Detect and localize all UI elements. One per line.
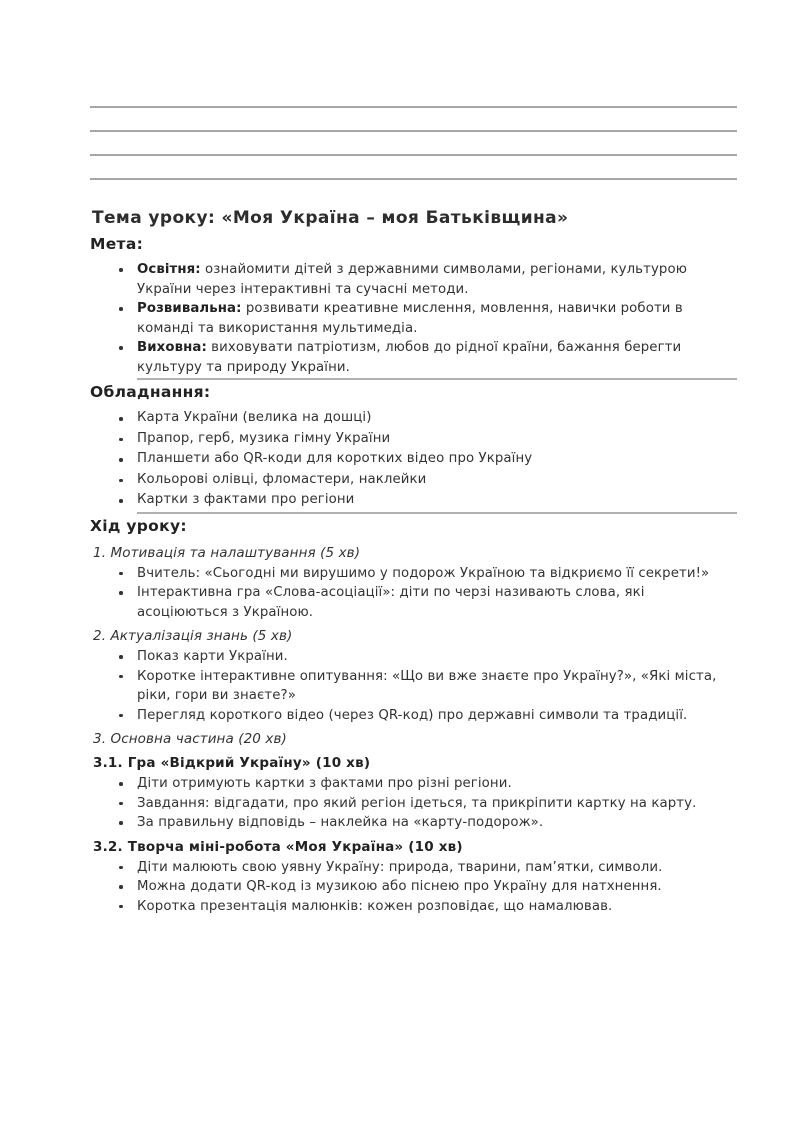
step-bullet: Перегляд короткого відео (через QR-код) про державні символи та традиції. — [90, 706, 737, 726]
meta-goal-item — [90, 299, 737, 338]
equipment-item: Картки з фактами про регіони — [90, 490, 737, 511]
meta-goal-item — [90, 260, 737, 299]
step-bullet: Діти отримують картки з фактами про різні регіони. — [90, 774, 737, 794]
equipment-list — [90, 408, 737, 511]
step-label: 2. Актуалізація знань (5 хв) — [93, 628, 293, 644]
goal-text: розвивати креативне мислення, мовлення, навички роботи в команді та використання мультимедіа. — [137, 301, 683, 336]
section-heading-equipment: Обладнання: — [90, 383, 211, 401]
ruled-line — [90, 154, 737, 178]
step-bullet: Коротка презентація малюнків: кожен розповідає, що намалював. — [90, 897, 737, 917]
step-label: 3.2. Творча міні-робота «Моя Україна» (10 хв) — [93, 838, 463, 855]
step-bullets — [90, 564, 737, 623]
lesson-step-3-2 — [90, 837, 737, 917]
goal-type-label: Виховна: — [137, 340, 207, 355]
ruled-line — [90, 106, 737, 130]
lesson-title: Тема уроку: «Моя Україна – моя Батьківщина» — [92, 208, 569, 228]
ruled-lines — [90, 106, 737, 202]
document-content — [90, 0, 737, 917]
lesson-step-3 — [90, 729, 737, 749]
step-bullet: Коротке інтерактивне опитування: «Що ви вже знаєте про Україну?», «Які міста, ріки, гори ви знаєте?» — [90, 667, 737, 706]
step-label: 1. Мотивація та налаштування (5 хв) — [93, 544, 361, 561]
step-bullet: Вчитель: «Сьогодні ми вирушимо у подорож Україною та відкриємо її секрети!» — [90, 564, 737, 584]
lesson-step-2 — [90, 626, 737, 725]
step-label: 3. Основна частина (20 хв) — [93, 731, 287, 747]
equipment-item: Кольорові олівці, фломастери, наклейки — [90, 470, 737, 491]
lesson-step-1 — [90, 543, 737, 623]
goal-text: ознайомити дітей з державними символами, регіонами, культурою України через інтерактивні та сучасні методи. — [137, 262, 688, 297]
ruled-line — [90, 130, 737, 154]
step-bullet: За правильну відповідь – наклейка на «карту-подорож». — [90, 813, 737, 833]
goal-text: виховувати патріотизм, любов до рідної країни, бажання берегти культуру та природу України. — [137, 340, 682, 375]
step-label: 3.1. Гра «Відкрий Україну» (10 хв) — [93, 755, 371, 771]
section-heading-meta: Мета: — [90, 235, 144, 253]
step-bullet: Інтерактивна гра «Слова-асоціації»: діти по черзі називають слова, які асоціюються з Україною. — [90, 583, 737, 622]
step-bullets — [90, 647, 737, 725]
step-bullet: Діти малюють свою уявну Україну: природа, тварини, пам’ятки, символи. — [90, 858, 737, 878]
step-bullets — [90, 774, 737, 833]
lesson-step-3-1 — [90, 753, 737, 833]
section-heading-lesson-flow: Хід уроку: — [90, 516, 187, 535]
ruled-line — [90, 178, 737, 202]
meta-goal-item — [90, 338, 737, 377]
step-bullet: Завдання: відгадати, про який регіон ідеться, та прикріпити картку на карту. — [90, 794, 737, 814]
goal-type-label: Розвивальна: — [137, 301, 242, 316]
equipment-item: Карта України (велика на дошці) — [90, 408, 737, 429]
step-bullet: Показ карти України. — [90, 647, 737, 667]
equipment-item: Прапор, герб, музика гімну України — [90, 429, 737, 450]
step-bullets — [90, 858, 737, 917]
goal-type-label: Освітня: — [137, 262, 201, 277]
step-bullet: Можна додати QR-код із музикою або піснею про Україну для натхнення. — [90, 877, 737, 897]
equipment-item: Планшети або QR-коди для коротких відео про Україну — [90, 449, 737, 470]
meta-goals-list — [90, 260, 737, 377]
